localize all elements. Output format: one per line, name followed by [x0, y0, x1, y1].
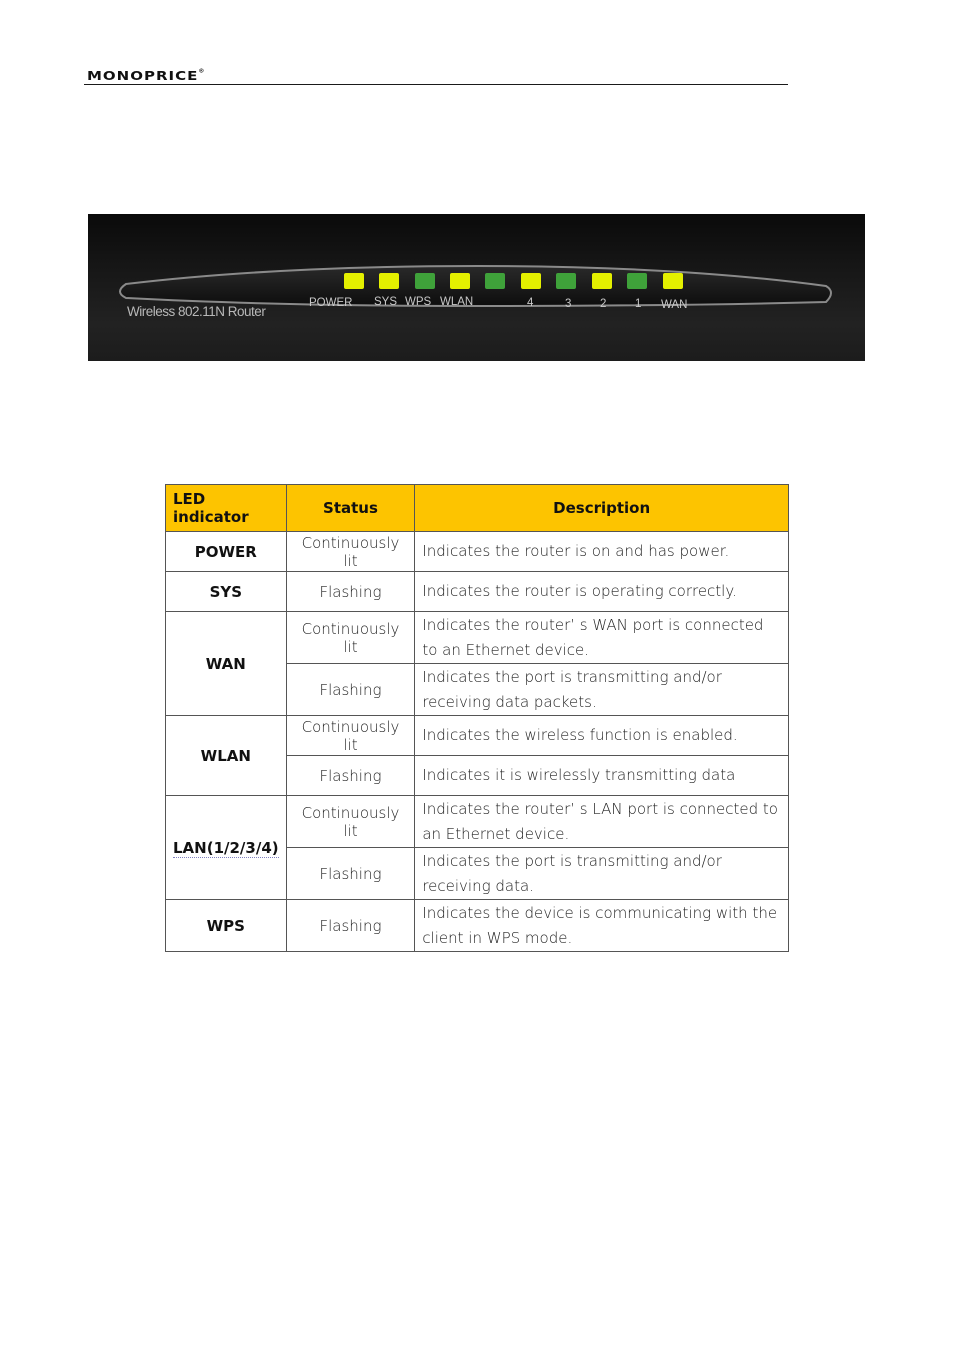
- description-cell: Indicates the router is on and has power.: [415, 532, 789, 572]
- indicator-cell: WPS: [166, 900, 287, 952]
- table-row: [166, 796, 789, 848]
- led-light-wan: [663, 273, 683, 289]
- indicator-cell: POWER: [166, 532, 287, 572]
- description-cell: Indicates the port is transmitting and/or receiving data.: [415, 848, 789, 900]
- table-row: [166, 612, 789, 664]
- led-label-wlan: WLAN: [440, 296, 474, 308]
- led-label-lan2: 2: [600, 298, 607, 310]
- led-label-wps: WPS: [405, 296, 432, 308]
- indicator-cell: WLAN: [166, 716, 287, 796]
- led-light-lan2: [592, 273, 612, 289]
- description-cell: Indicates the router’ s WAN port is connected to an Ethernet device.: [415, 612, 789, 664]
- indicator-cell: WAN: [166, 612, 287, 716]
- router-front-panel-photo: [88, 214, 865, 361]
- description-cell: Indicates the wireless function is enabled.: [415, 716, 789, 756]
- led-light-lan3: [556, 273, 576, 289]
- table-header-row: [166, 485, 789, 532]
- description-cell: Indicates the port is transmitting and/or receiving data packets.: [415, 664, 789, 716]
- status-cell: Flashing: [286, 900, 415, 952]
- table-row: [166, 532, 789, 572]
- indicator-lan-label: LAN(1/2/3/4): [173, 838, 279, 857]
- description-cell: Indicates it is wirelessly transmitting data: [415, 756, 789, 796]
- led-light-wlan: [450, 273, 470, 289]
- led-label-power: POWER: [309, 297, 353, 309]
- router-panel-graphic: [88, 214, 865, 361]
- description-cell: Indicates the device is communicating with the client in WPS mode.: [415, 900, 789, 952]
- led-light-gap: [485, 273, 505, 289]
- indicator-cell: [166, 796, 287, 900]
- status-cell: Flashing: [286, 756, 415, 796]
- monoprice-logo: MONOPRICE®: [87, 68, 206, 84]
- status-cell: Continuously lit: [286, 612, 415, 664]
- header-description: Description: [415, 485, 789, 532]
- led-label-sys: SYS: [374, 296, 398, 308]
- status-cell: Continuously lit: [286, 716, 415, 756]
- router-model-label: Wireless 802.11N Router: [127, 304, 266, 319]
- led-label-wan: WAN: [661, 299, 688, 311]
- description-cell: Indicates the router is operating correctly.: [415, 572, 789, 612]
- page-header: [84, 64, 788, 85]
- status-cell: Flashing: [286, 572, 415, 612]
- table-row: [166, 900, 789, 952]
- table-row: [166, 716, 789, 756]
- status-cell: Continuously lit: [286, 532, 415, 572]
- led-indicator-table: [165, 484, 789, 952]
- led-light-wps: [415, 273, 435, 289]
- status-cell: Flashing: [286, 848, 415, 900]
- led-light-power: [344, 273, 364, 289]
- indicator-cell: SYS: [166, 572, 287, 612]
- description-cell: Indicates the router’ s LAN port is connected to an Ethernet device.: [415, 796, 789, 848]
- led-light-lan4: [521, 273, 541, 289]
- led-light-sys: [379, 273, 399, 289]
- led-label-lan1: 1: [635, 298, 642, 310]
- led-label-lan4: 4: [527, 297, 534, 309]
- header-led-indicator: LED indicator: [166, 485, 287, 532]
- status-cell: Continuously lit: [286, 796, 415, 848]
- led-label-lan3: 3: [565, 298, 572, 310]
- table-row: [166, 572, 789, 612]
- status-cell: Flashing: [286, 664, 415, 716]
- led-light-strip: [120, 266, 831, 306]
- header-status: Status: [286, 485, 415, 532]
- led-light-lan1: [627, 273, 647, 289]
